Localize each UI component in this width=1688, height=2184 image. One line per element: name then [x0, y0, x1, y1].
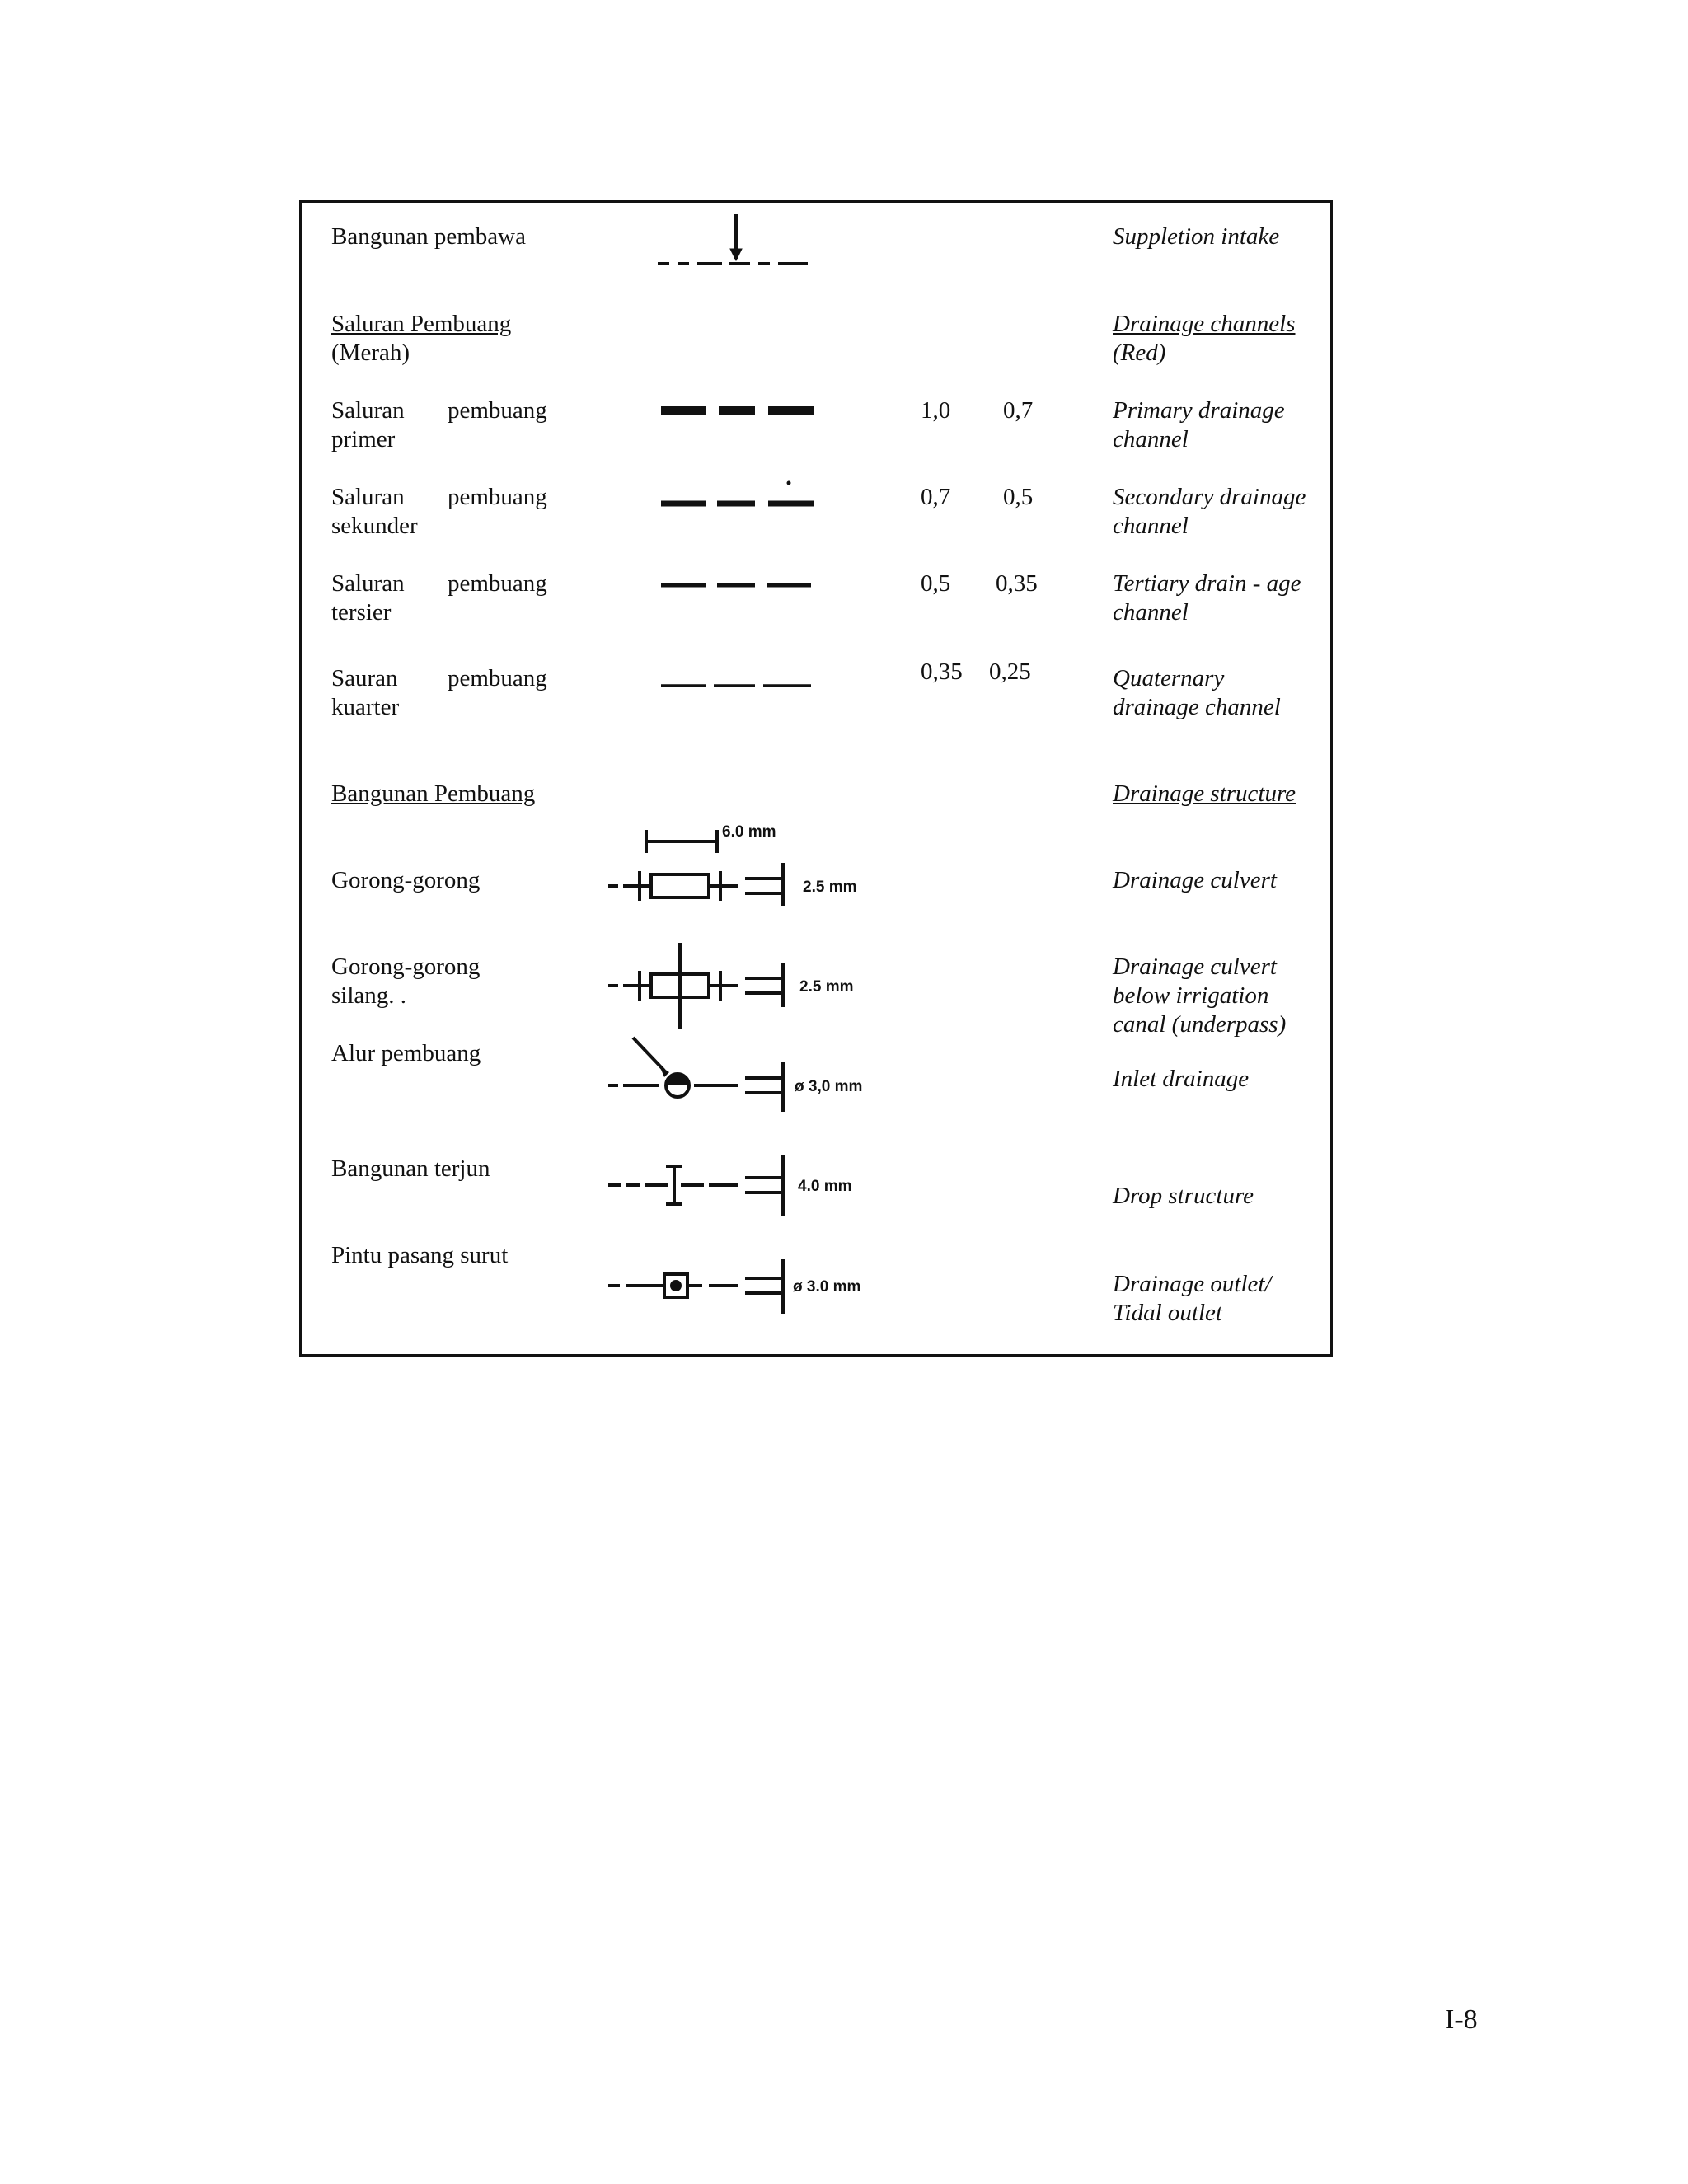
- label-merah: (Merah): [331, 340, 410, 366]
- heading-drainage-channels: Drainage channels: [1113, 311, 1296, 337]
- heading-drainage-structure: Drainage structure: [1113, 780, 1296, 807]
- quaternary-drain-line-symbol: [659, 677, 824, 694]
- label-quaternary-en-2: drainage channel: [1113, 694, 1281, 720]
- width-primary-2: 0,7: [1003, 397, 1034, 424]
- width-secondary-2: 0,5: [1003, 484, 1034, 510]
- width-quaternary-1: 0,35: [921, 658, 963, 685]
- underpass-dim-right: 2.5 mm: [799, 978, 854, 996]
- secondary-drain-line-symbol: [659, 478, 824, 511]
- label-primary-en-1: Primary drainage: [1113, 397, 1285, 424]
- page-number: I-8: [1445, 2004, 1478, 2035]
- label-drop-structure: Drop structure: [1113, 1183, 1254, 1209]
- label-gorong-gorong: Gorong-gorong: [331, 867, 481, 893]
- label-quaternary-3: kuarter: [331, 694, 400, 720]
- label-quaternary-en-1: Quaternary: [1113, 665, 1225, 691]
- culvert-underpass-symbol: [607, 940, 887, 1032]
- label-underpass-en-1: Drainage culvert: [1113, 954, 1277, 980]
- label-underpass-en-2: below irrigation: [1113, 982, 1269, 1009]
- label-outlet-en-1: Drainage outlet/: [1113, 1271, 1272, 1297]
- primary-drain-line-symbol: [659, 402, 824, 419]
- label-tertiary-1: Saluran: [331, 570, 405, 597]
- label-primary-2: pembuang: [448, 397, 547, 424]
- label-secondary-3: sekunder: [331, 513, 418, 539]
- label-quaternary-2: pembuang: [448, 665, 547, 691]
- label-quaternary-1: Sauran: [331, 665, 398, 691]
- culvert-dim-top: 6.0 mm: [722, 823, 776, 841]
- outlet-dim-right: ø 3.0 mm: [793, 1278, 861, 1296]
- label-bangunan-terjun: Bangunan terjun: [331, 1155, 490, 1182]
- tidal-outlet-symbol: [607, 1253, 903, 1319]
- suppletion-intake-symbol: [651, 213, 832, 270]
- width-tertiary-1: 0,5: [921, 570, 951, 597]
- label-secondary-en-1: Secondary drainage: [1113, 484, 1306, 510]
- drop-structure-symbol: [607, 1150, 887, 1224]
- label-alur-pembuang: Alur pembuang: [331, 1040, 481, 1066]
- label-outlet-en-2: Tidal outlet: [1113, 1300, 1222, 1326]
- label-primary-1: Saluran: [331, 397, 405, 424]
- label-underpass-1: Gorong-gorong: [331, 954, 481, 980]
- label-drainage-culvert: Drainage culvert: [1113, 867, 1277, 893]
- label-tertiary-en-2: channel: [1113, 599, 1189, 626]
- label-secondary-en-2: channel: [1113, 513, 1189, 539]
- label-secondary-1: Saluran: [331, 484, 405, 510]
- inlet-drainage-symbol: [607, 1034, 903, 1117]
- label-underpass-en-3: canal (underpass): [1113, 1011, 1287, 1038]
- label-red: (Red): [1113, 340, 1166, 366]
- drainage-culvert-symbol: [607, 820, 887, 912]
- width-quaternary-2: 0,25: [989, 658, 1031, 685]
- drop-dim-right: 4.0 mm: [798, 1178, 852, 1195]
- width-tertiary-2: 0,35: [996, 570, 1038, 597]
- label-secondary-2: pembuang: [448, 484, 547, 510]
- culvert-dim-right: 2.5 mm: [803, 879, 857, 896]
- tertiary-drain-line-symbol: [659, 577, 824, 593]
- label-tertiary-en-1: Tertiary drain - age: [1113, 570, 1301, 597]
- label-underpass-2: silang. .: [331, 982, 407, 1009]
- inlet-dim-right: ø 3,0 mm: [795, 1078, 863, 1095]
- label-bangunan-pembawa: Bangunan pembawa: [331, 223, 526, 250]
- label-inlet-drainage: Inlet drainage: [1113, 1066, 1250, 1092]
- width-secondary-1: 0,7: [921, 484, 951, 510]
- label-tertiary-3: tersier: [331, 599, 392, 626]
- label-primary-3: primer: [331, 426, 396, 452]
- heading-bangunan-pembuang: Bangunan Pembuang: [331, 780, 536, 807]
- label-suppletion-intake: Suppletion intake: [1113, 223, 1280, 250]
- label-tertiary-2: pembuang: [448, 570, 547, 597]
- label-primary-en-2: channel: [1113, 426, 1189, 452]
- label-pintu-pasang-surut: Pintu pasang surut: [331, 1242, 509, 1268]
- heading-saluran-pembuang: Saluran Pembuang: [331, 311, 512, 337]
- width-primary-1: 1,0: [921, 397, 951, 424]
